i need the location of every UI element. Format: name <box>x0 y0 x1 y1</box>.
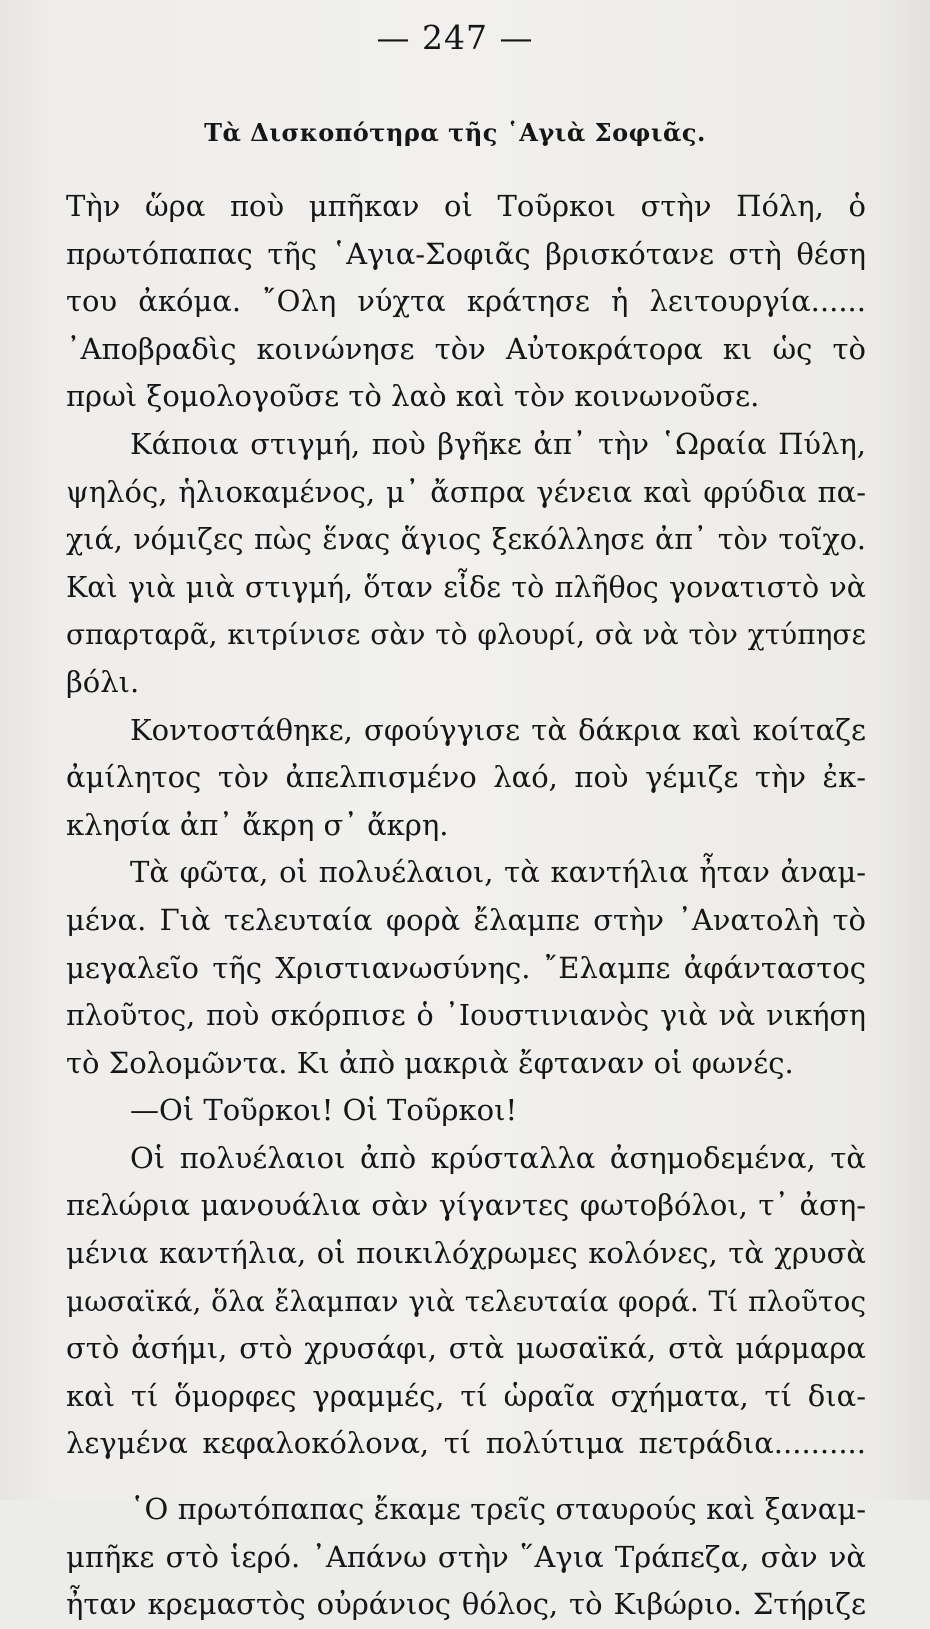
text-line: ἀμίλητος τὸν ἀπελπισμένο λαό, ποὺ γέμιζε τὴν ἐκ- <box>66 760 866 795</box>
text-line: Κάποια στιγμή, ποὺ βγῆκε ἀπ᾿ τὴν ῾Ωραία Πύλη, <box>130 426 866 461</box>
text-line: Καὶ γιὰ μιὰ στιγμή, ὅταν εἶδε τὸ πλῆθος γονατιστὸ νὰ <box>66 570 866 604</box>
text-line: Τὰ φῶτα, οἱ πολυέλαιοι, τὰ καντήλια ἦταν ἀναμ- <box>130 855 866 890</box>
text-line: Κοντοστάθηκε, σφούγγισε τὰ δάκρια καὶ κοίταζε <box>130 712 866 747</box>
chapter-title: Τὰ Δισκοπότηρα τῆς ῾Αγιὰ Σοφιᾶς. <box>204 118 706 147</box>
text-line: ῾Ο πρωτόπαπας ἔκαμε τρεῖς σταυρούς καὶ ξαναμ- <box>130 1492 866 1527</box>
text-line: μωσαϊκά, ὅλα ἔλαμπαν γιὰ τελευταία φορά. Τί πλοῦτος <box>66 1284 866 1318</box>
text-line: μπῆκε στὸ ἱερό. ᾿Απάνω στὴν ῞Αγια Τράπεζα, σὰν νὰ <box>66 1539 866 1574</box>
text-line: πρωτόπαπας τῆς ῾Αγια-Σοφιᾶς βρισκότανε στὴ θέση <box>66 236 866 271</box>
text-line: —Οἱ Τοῦρκοι! Οἱ Τοῦρκοι! <box>130 1093 518 1128</box>
text-line: χιά, νόμιζες πὼς ἕνας ἅγιος ξεκόλλησε ἀπ᾿ τὸν τοῖχο. <box>66 523 866 557</box>
text-line: πελώρια μανουάλια σὰν γίγαντες φωτοβόλοι, τ᾿ ἀση- <box>66 1188 866 1223</box>
text-line: μεγαλεῖο τῆς Χριστιανωσύνης. ῎Ελαμπε ἀφάνταστος <box>66 950 866 985</box>
body-text <box>66 183 866 1629</box>
text-line: τὸ Σολομῶντα. Κι ἀπὸ μακριὰ ἔφταναν οἱ φωνές. <box>66 1045 794 1080</box>
page-number: — 247 — <box>376 18 534 57</box>
text-line: κλησία ἀπ᾿ ἄκρη σ᾿ ἄκρη. <box>66 807 449 842</box>
text-line: μένια καντήλια, οἱ ποικιλόχρωμες κολόνες, τὰ χρυσὰ <box>66 1236 866 1271</box>
text-line: Οἱ πολυέλαιοι ἀπὸ κρύσταλλα ἀσημοδεμένα, τὰ <box>130 1140 866 1175</box>
text-line: ψηλός, ἡλιοκαμένος, μ᾿ ἄσπρα γένεια καὶ φρύδια πα- <box>66 474 866 509</box>
text-line: λεγμένα κεφαλοκόλονα, τί πολύτιμα πετράδια.......... <box>66 1426 866 1461</box>
text-line: Τὴν ὥρα ποὺ μπῆκαν οἱ Τοῦρκοι στὴν Πόλη, ὁ <box>66 189 866 223</box>
text-line: στὸ ἀσήμι, στὸ χρυσάφι, στὰ μωσαϊκά, στὰ μάρμαρα <box>66 1331 866 1366</box>
text-line: ἦταν κρεμαστὸς οὐράνιος θόλος, τὸ Κιβώριο. Στήριζε <box>66 1587 866 1622</box>
text-line: σπαρταρᾶ, κιτρίνισε σὰν τὸ φλουρί, σὰ νὰ τὸν χτύπησε <box>66 618 866 652</box>
text-line: πλοῦτος, ποὺ σκόρπισε ὁ ᾿Ιουστινιανὸς γιὰ νὰ νικήση <box>66 999 866 1033</box>
text-line: του ἀκόμα. ῎Ολη νύχτα κράτησε ἡ λειτουργία...... <box>66 284 866 319</box>
text-line: βόλι. <box>66 664 140 699</box>
text-line: καὶ τί ὅμορφες γραμμές, τί ὡραῖα σχήματα, τί δια- <box>66 1378 866 1413</box>
text-line: ᾿Αποβραδὶς κοινώνησε τὸν Αὐτοκράτορα κι ὡς τὸ <box>66 331 866 366</box>
text-line: πρωὶ ξομολογοῦσε τὸ λαὸ καὶ τὸν κοινωνοῦσε. <box>66 379 760 414</box>
text-line: μένα. Γιὰ τελευταία φορὰ ἔλαμπε στὴν ᾿Ανατολὴ τὸ <box>66 902 866 937</box>
